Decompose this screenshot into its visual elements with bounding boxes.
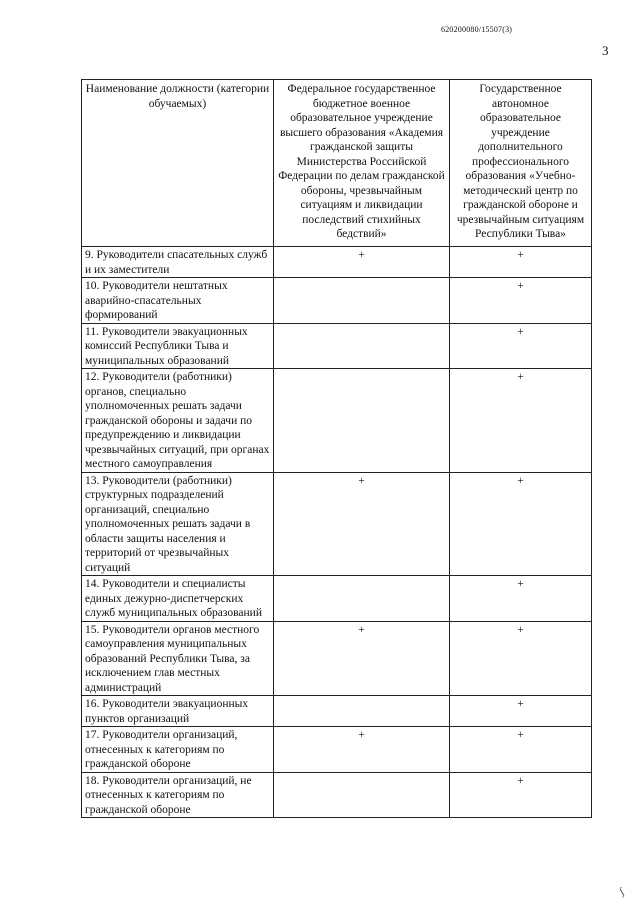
- position-name-cell: 15. Руководители органов местного самоуправления муниципальных образований Республики Тыва, за исключением глав местных администраций: [82, 621, 274, 696]
- academy-mark-cell: [274, 696, 450, 727]
- column-header-position: Наименование должности (категории обучаемых): [82, 80, 274, 247]
- center-mark-cell: +: [450, 576, 592, 622]
- center-mark-cell: +: [450, 278, 592, 324]
- table-row: [82, 621, 592, 696]
- corner-scan-mark-icon: ʃ: [617, 885, 627, 899]
- position-name-cell: 18. Руководители организаций, не отнесенных к категориям по гражданской обороне: [82, 772, 274, 818]
- column-header-academy: Федеральное государственное бюджетное военное образовательное учреждение высшего образования «Академия гражданской защиты Министерства Российской Федерации по делам гражданской обороны, чрезвычайным ситуациям и ликвидации последствий стихийных бедствий»: [274, 80, 450, 247]
- position-name-cell: 17. Руководители организаций, отнесенных к категориям по гражданской обороне: [82, 727, 274, 773]
- table-row: [82, 278, 592, 324]
- table-row: [82, 576, 592, 622]
- academy-mark-cell: [274, 576, 450, 622]
- center-mark-cell: +: [450, 772, 592, 818]
- column-header-training-center: Государственное автономное образовательное учреждение дополнительного профессионального образования «Учебно-методический центр по гражданской обороне и чрезвычайным ситуациям Республики Тыва»: [450, 80, 592, 247]
- table-row: [82, 247, 592, 278]
- academy-mark-cell: [274, 369, 450, 473]
- table-row: [82, 727, 592, 773]
- center-mark-cell: +: [450, 369, 592, 473]
- position-name-cell: 10. Руководители нештатных аварийно-спасательных формирований: [82, 278, 274, 324]
- center-mark-cell: +: [450, 323, 592, 369]
- table-row: [82, 369, 592, 473]
- training-categories-table: [81, 79, 592, 818]
- academy-mark-cell: [274, 278, 450, 324]
- document-registration-number: 620200080/15507(3): [441, 25, 513, 34]
- position-name-cell: 14. Руководители и специалисты единых дежурно-диспетчерских служб муниципальных образований: [82, 576, 274, 622]
- table-header-row: [82, 80, 592, 247]
- table-row: [82, 772, 592, 818]
- position-name-cell: 13. Руководители (работники) структурных подразделений организаций, специально уполномоченных решать задачи в области защиты населения и территорий от чрезвычайных ситуаций: [82, 472, 274, 576]
- academy-mark-cell: [274, 772, 450, 818]
- position-name-cell: 11. Руководители эвакуационных комиссий Республики Тыва и муниципальных образований: [82, 323, 274, 369]
- table-row: [82, 323, 592, 369]
- page-number: 3: [602, 43, 609, 58]
- center-mark-cell: +: [450, 247, 592, 278]
- center-mark-cell: +: [450, 727, 592, 773]
- center-mark-cell: +: [450, 621, 592, 696]
- academy-mark-cell: +: [274, 472, 450, 576]
- position-name-cell: 9. Руководители спасательных служб и их заместители: [82, 247, 274, 278]
- academy-mark-cell: +: [274, 247, 450, 278]
- table-row: [82, 696, 592, 727]
- academy-mark-cell: [274, 323, 450, 369]
- position-name-cell: 16. Руководители эвакуационных пунктов организаций: [82, 696, 274, 727]
- academy-mark-cell: +: [274, 727, 450, 773]
- table-row: [82, 472, 592, 576]
- position-name-cell: 12. Руководители (работники) органов, специально уполномоченных решать задачи гражданской обороны и задачи по предупреждению и ликвидации чрезвычайных ситуаций, при органах местного самоуправления: [82, 369, 274, 473]
- center-mark-cell: +: [450, 472, 592, 576]
- center-mark-cell: +: [450, 696, 592, 727]
- academy-mark-cell: +: [274, 621, 450, 696]
